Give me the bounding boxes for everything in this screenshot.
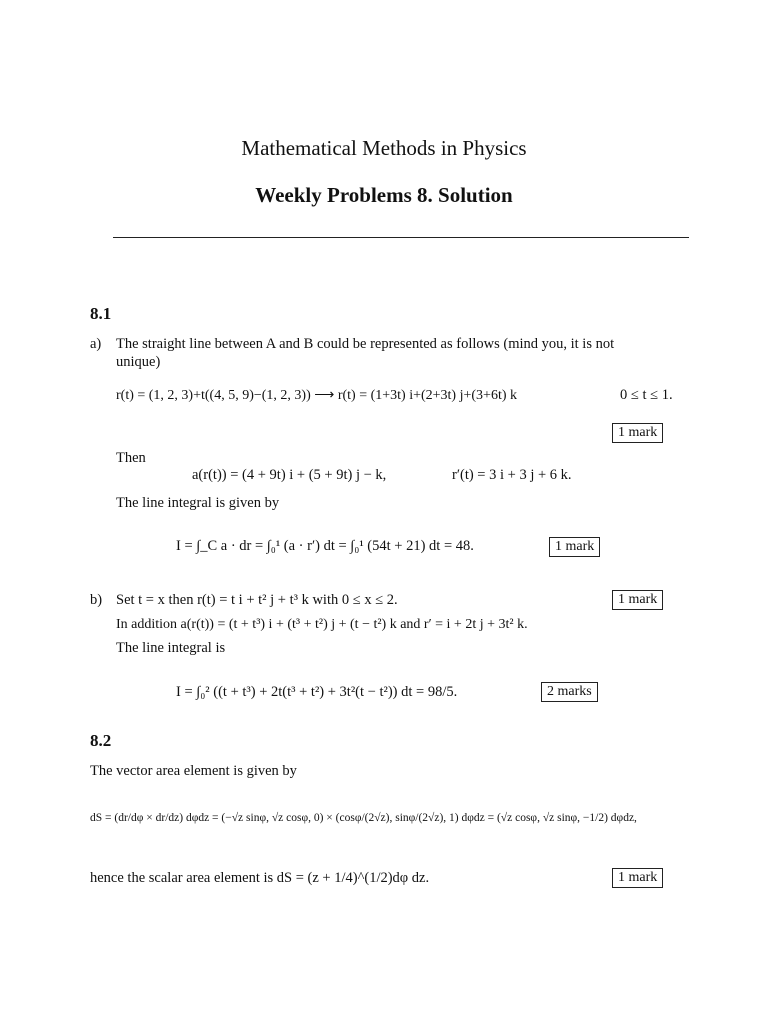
section-8-2-intro: The vector area element is given by <box>90 763 297 779</box>
mark-box: 1 mark <box>612 590 663 610</box>
mark-box: 1 mark <box>612 423 663 443</box>
mark-box: 1 mark <box>549 537 600 557</box>
part-b-label: b) <box>90 592 103 608</box>
tangent-vector-equation: r′(t) = 3 i + 3 j + 6 k. <box>452 467 572 483</box>
part-b-line3: The line integral is <box>116 640 226 656</box>
section-heading-8-1: 8.1 <box>90 304 112 323</box>
field-on-curve-equation: a(r(t)) = (4 + 9t) i + (5 + 9t) j − k, <box>192 467 387 483</box>
section-heading-8-2: 8.2 <box>90 731 112 750</box>
part-a-label: a) <box>90 336 102 352</box>
line-integral-equation-a: I = ∫_C a · dr = ∫₀¹ (a · r′) dt = ∫₀¹ (54t + 21) dt = 48. <box>176 538 474 554</box>
mark-box: 2 marks <box>541 682 598 702</box>
page-subtitle: Weekly Problems 8. Solution <box>255 183 513 207</box>
line-parametrisation-equation: r(t) = (1, 2, 3)+t((4, 5, 9)−(1, 2, 3)) ⟶ r(t) = (1+3t) i+(2+3t) j+(3+6t) k <box>116 388 517 403</box>
line-integral-equation-b: I = ∫₀² ((t + t³) + 2t(t³ + t²) + 3t²(t − t²)) dt = 98/5. <box>176 684 458 700</box>
mark-box: 1 mark <box>612 868 663 888</box>
part-b-line2: In addition a(r(t)) = (t + t³) i + (t³ + t²) j + (t − t²) k and r′ = i + 2t j + 3t² k. <box>116 617 528 632</box>
parameter-range: 0 ≤ t ≤ 1. <box>620 387 673 403</box>
part-a-intro-line2: unique) <box>116 354 161 370</box>
vector-area-element-equation: dS = (dr/dφ × dr/dz) dφdz = (−√z sinφ, √z cosφ, 0) × (cosφ/(2√z), sinφ/(2√z), 1) dφdz = (√z cosφ, √z sinφ, −1/2) dφdz, <box>90 812 637 824</box>
part-a-intro-line1: The straight line between A and B could be represented as follows (mind you, it is not <box>116 336 615 352</box>
scalar-area-element-text: hence the scalar area element is dS = (z + 1/4)^(1/2)dφ dz. <box>90 870 430 886</box>
integral-intro: The line integral is given by <box>116 495 280 511</box>
title-divider <box>113 237 689 238</box>
part-b-line1: Set t = x then r(t) = t i + t² j + t³ k with 0 ≤ x ≤ 2. <box>116 592 398 608</box>
page-title: Mathematical Methods in Physics <box>241 136 527 160</box>
then-label: Then <box>116 450 146 466</box>
